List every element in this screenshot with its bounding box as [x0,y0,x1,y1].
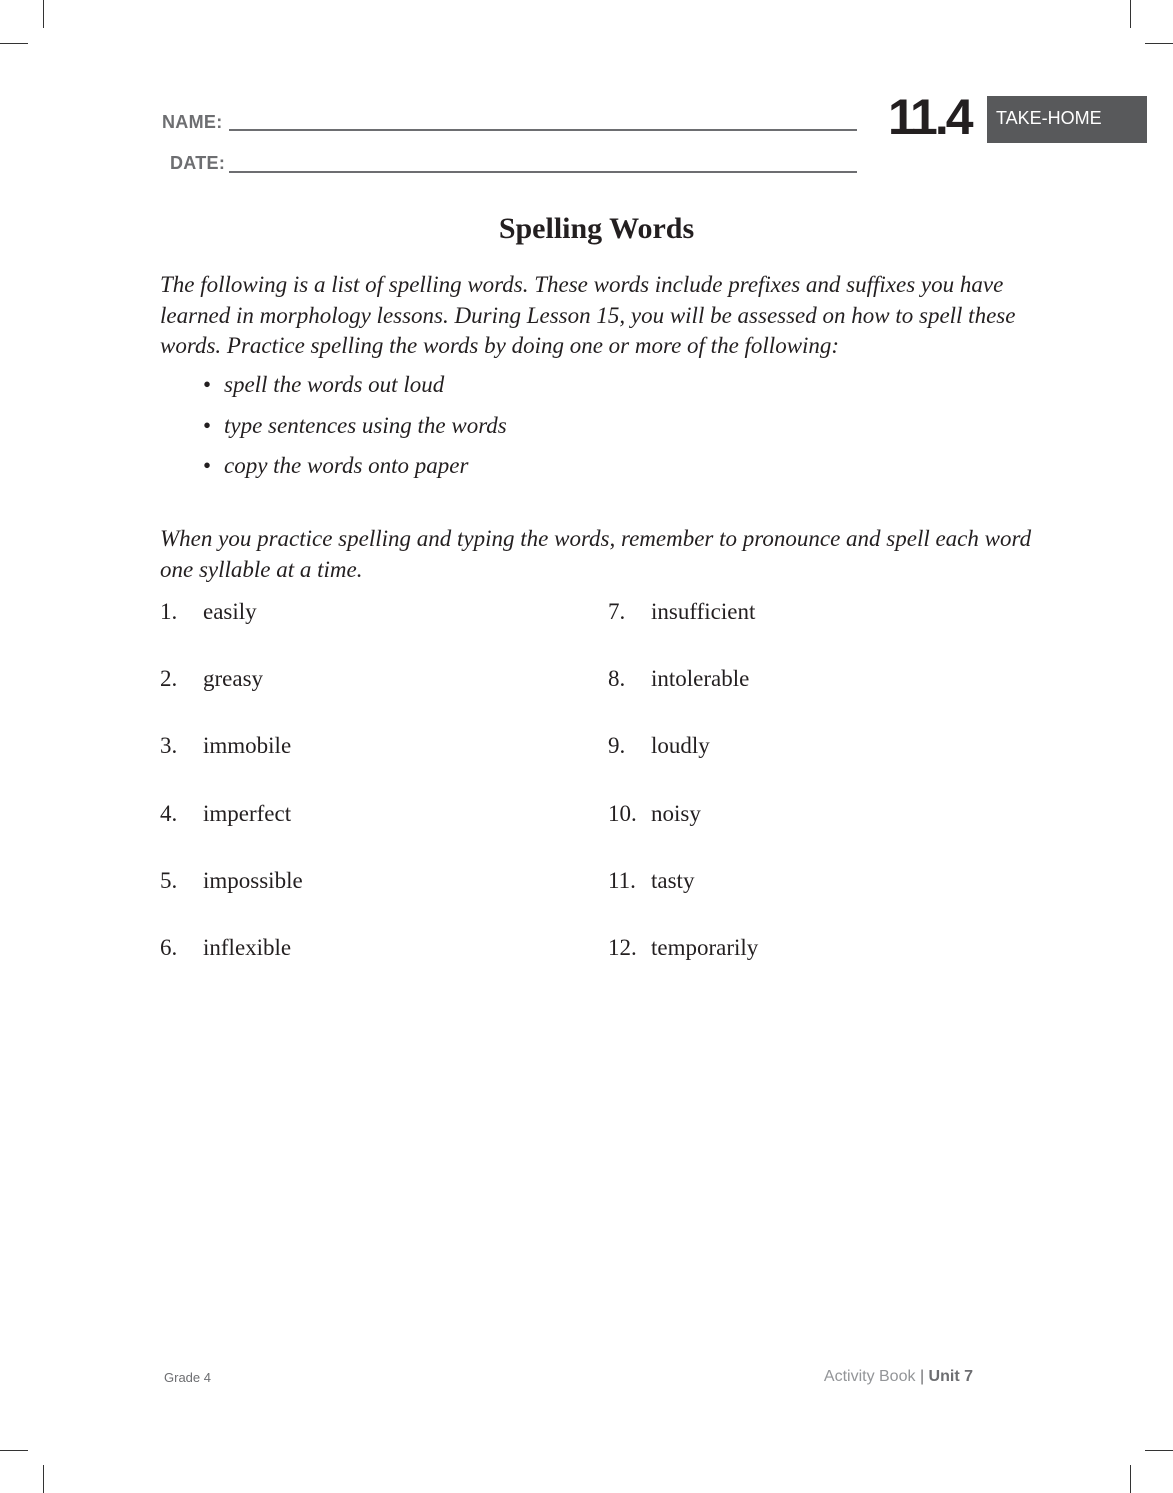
spelling-word: insufficient [651,599,756,624]
spelling-word: imperfect [203,800,292,826]
lesson-number: 11.4 [888,89,971,145]
word-number: 12. [608,934,637,960]
bullet-icon: • [203,412,212,438]
practice-options-list [200,370,507,492]
list-item [160,933,303,1000]
spelling-word: easily [203,599,257,624]
word-number: 4. [160,800,178,826]
word-number: 7. [608,599,626,624]
name-line[interactable] [229,129,857,131]
crop-mark [1145,43,1173,44]
footer-book-info [824,1368,973,1386]
spelling-word: greasy [203,666,264,692]
spelling-word: immobile [203,733,292,759]
page-title: Spelling Words [498,212,695,245]
crop-mark [0,1450,28,1451]
list-item [608,933,758,1000]
list-item [608,664,758,731]
word-number: 3. [160,733,178,759]
word-number: 10. [608,800,637,826]
date-label: DATE: [170,153,226,173]
word-number: 8. [608,666,626,692]
list-item [160,664,303,731]
word-number: 1. [160,599,178,624]
name-label: NAME: [162,112,223,132]
spelling-word: loudly [651,733,710,759]
spelling-word: tasty [651,867,695,893]
footer-grade: Grade 4 [164,1370,211,1385]
list-item [200,370,507,411]
spelling-word: noisy [651,800,701,826]
bullet-icon: • [203,372,212,397]
list-item [160,799,303,866]
bullet-icon: • [203,453,212,478]
list-item [608,866,758,933]
spelling-word: impossible [203,867,303,893]
footer-separator: | [919,1368,925,1385]
take-home-badge: TAKE-HOME [987,96,1147,143]
list-item [608,731,758,798]
list-item [608,799,758,866]
crop-mark [1145,1450,1173,1451]
crop-mark [1130,1465,1131,1493]
list-item [608,597,758,664]
word-list-right [608,597,758,1000]
crop-mark [1130,0,1131,28]
list-item [160,866,303,933]
list-item [160,731,303,798]
practice-note: When you practice spelling and typing the words, remember to pronounce and spell each word one syllable at a time. [160,526,1032,582]
spelling-word: inflexible [203,934,292,960]
footer-unit: Unit 7 [928,1368,973,1385]
crop-mark [43,0,44,28]
date-line[interactable] [229,171,857,173]
crop-mark [43,1465,44,1493]
word-number: 11. [608,867,636,893]
word-list-left [160,597,303,1000]
bullet-text: type sentences using the words [224,412,507,438]
bullet-text: spell the words out loud [224,372,445,397]
word-number: 9. [608,733,626,759]
intro-paragraph: The following is a list of spelling words. These words include prefixes and suffixes you have learned in morphology lessons. During Lesson 15, you will be assessed on how to spell these words. Practice spelling the words by doing one or more of the following: [160,272,1016,358]
word-number: 6. [160,934,178,960]
bullet-text: copy the words onto paper [224,453,469,478]
spelling-word: temporarily [651,934,759,960]
list-item [200,451,507,492]
word-number: 5. [160,867,178,893]
footer-book: Activity Book [823,1368,916,1385]
crop-mark [0,43,28,44]
word-number: 2. [160,666,178,692]
spelling-word: intolerable [651,666,750,692]
list-item [200,411,507,452]
list-item [160,597,303,664]
